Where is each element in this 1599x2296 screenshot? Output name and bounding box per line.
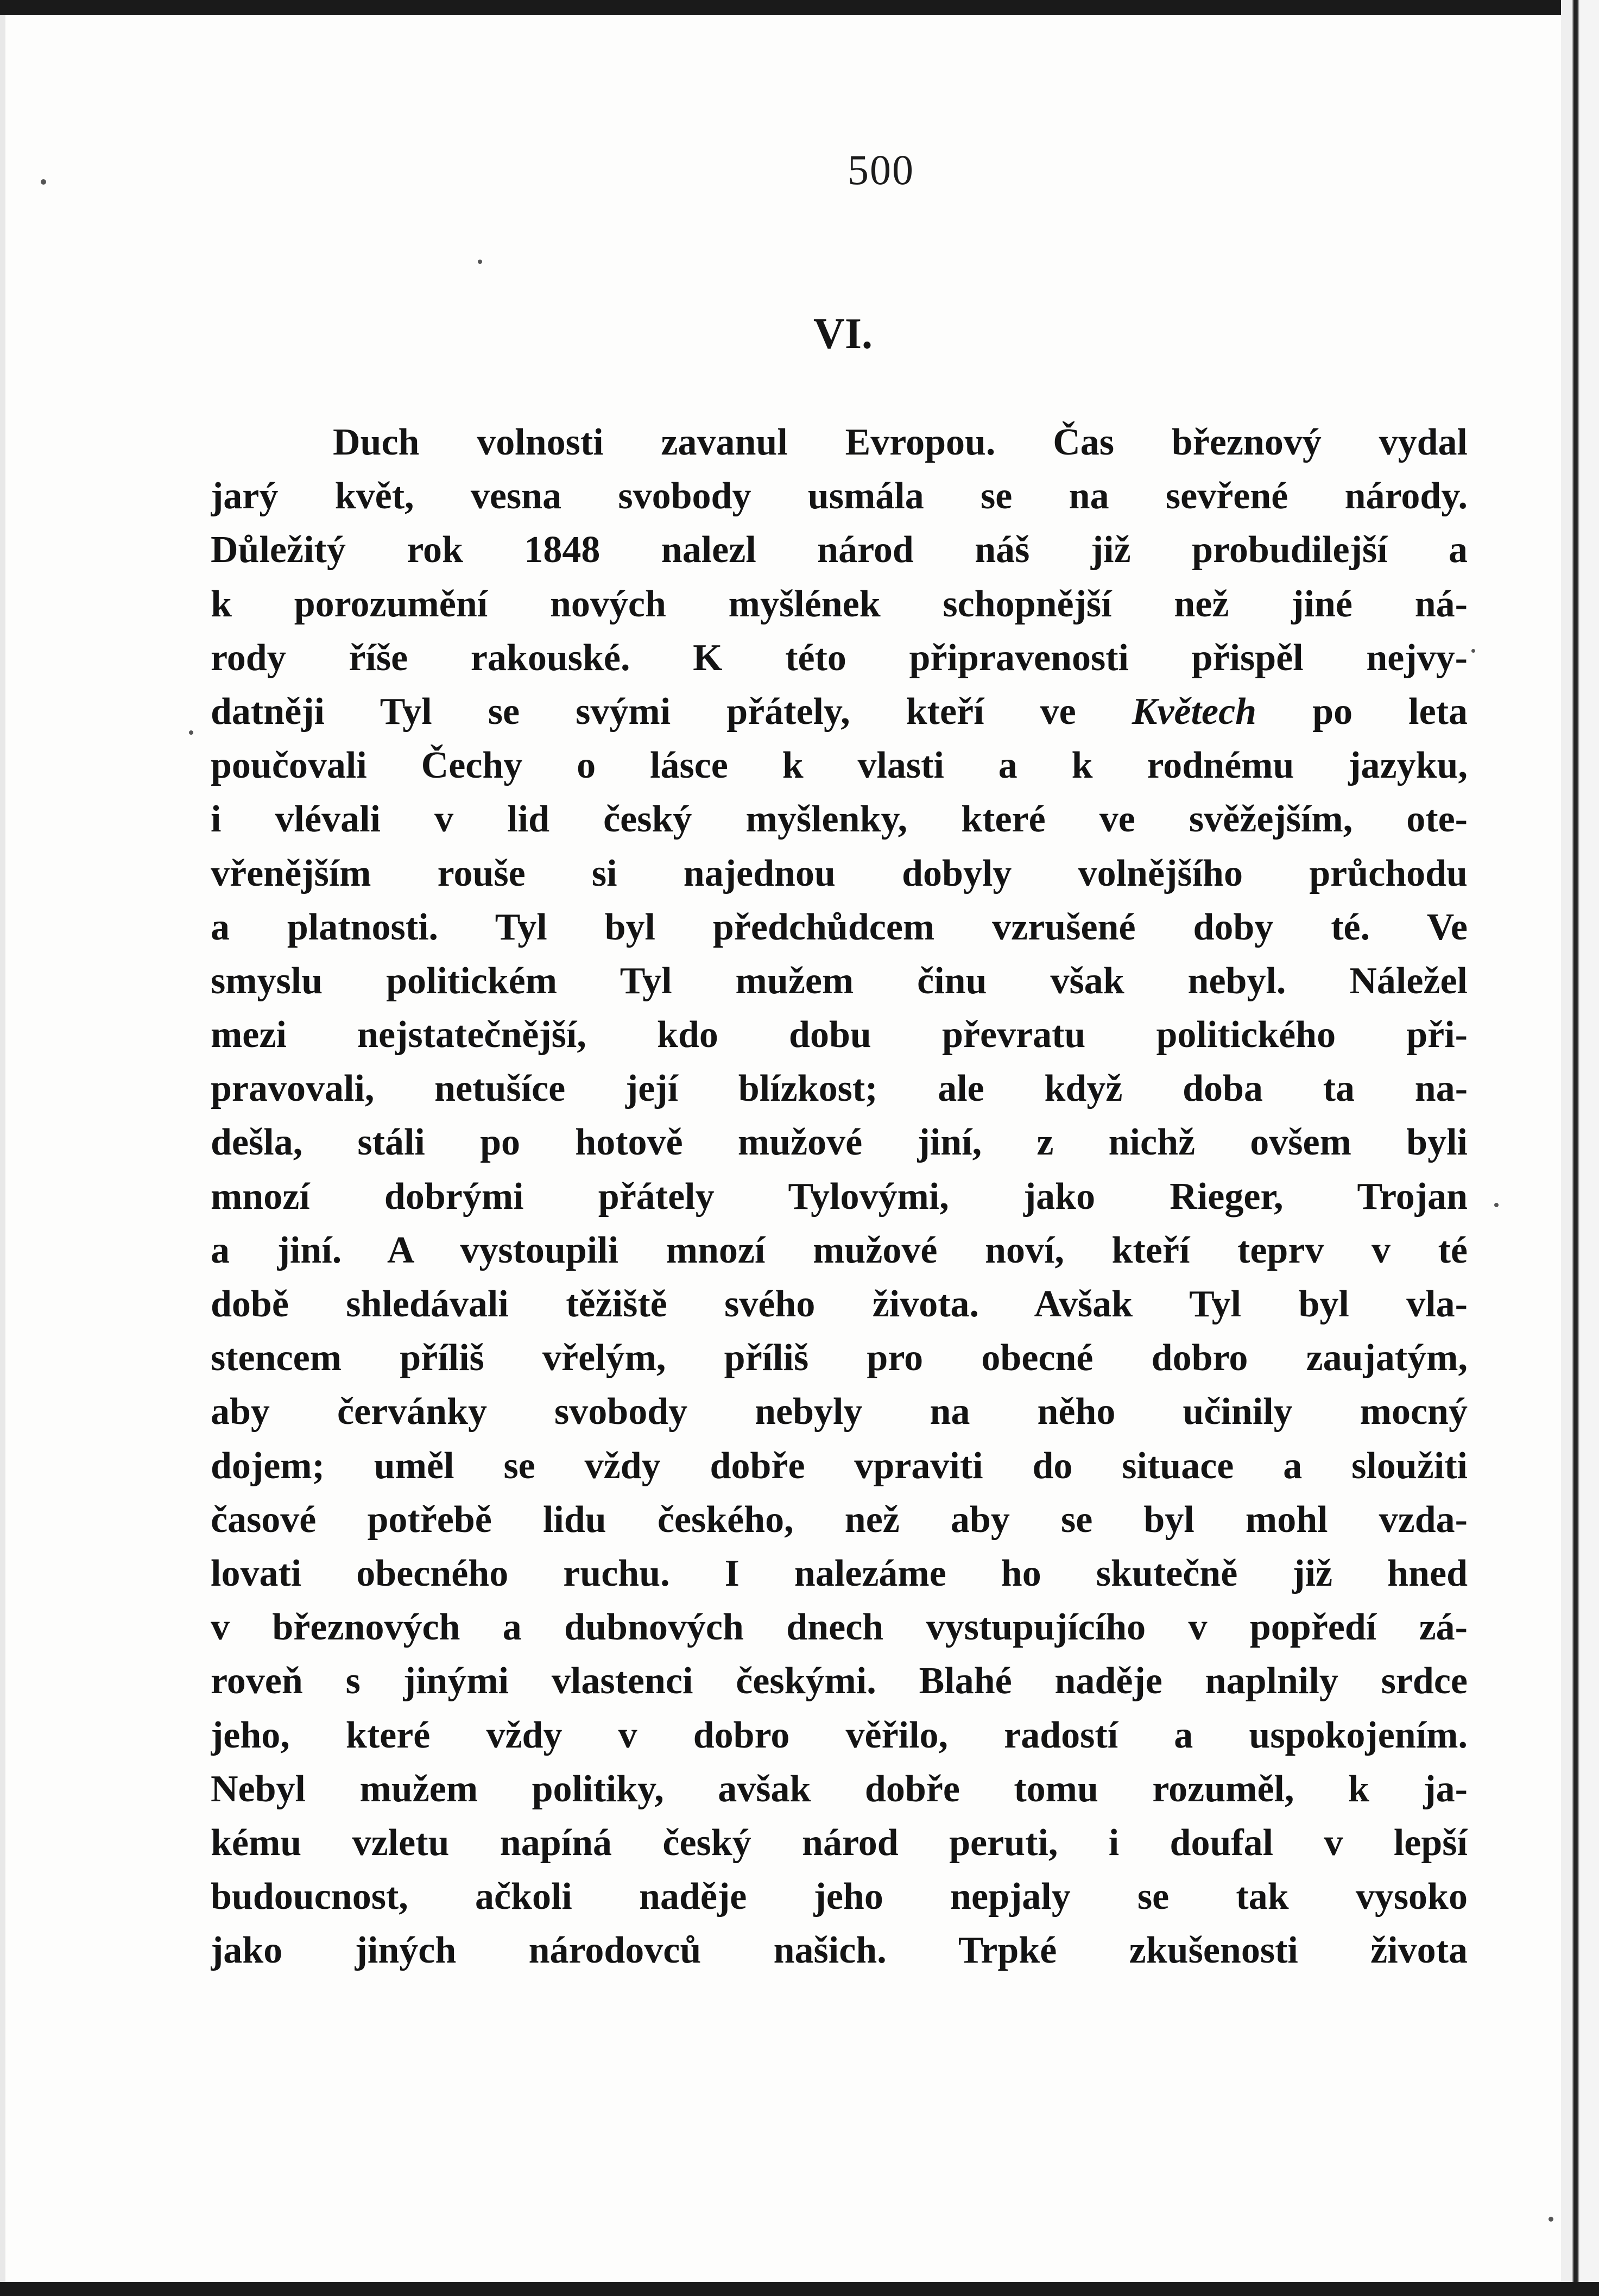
text-line: roveň s jinými vlastenci českými. Blahé naděje naplnily srdce [211, 1660, 1468, 1702]
text-line: dojem; uměl se vždy dobře vpraviti do situace a sloužiti [211, 1445, 1468, 1487]
text-line: stencem příliš vřelým, příliš pro obecné dobro zaujatým, [211, 1337, 1468, 1379]
text-line: rody říše rakouské. K této připravenosti přispěl nejvy- [211, 636, 1468, 679]
text-line: budoucnost, ačkoli naděje jeho nepjaly se tak vysoko [211, 1876, 1468, 1918]
text-line: mezi nejstatečnější, kdo dobu převratu politického při- [211, 1014, 1468, 1056]
text-line: Důležitý rok 1848 nalezl národ náš již probudilejší a [211, 529, 1468, 571]
text-line: jarý květ, vesna svobody usmála se na sevřené národy. [211, 475, 1468, 518]
text-line: datněji Tyl se svými přátely, kteří ve Květech po leta [211, 690, 1468, 733]
scan-speck [1494, 1203, 1499, 1207]
text-line: lovati obecného ruchu. I nalezáme ho skutečně již hned [211, 1552, 1468, 1594]
text-line: kému vzletu napíná český národ peruti, i doufal v lepší [211, 1821, 1468, 1864]
scan-speck [1549, 2217, 1553, 2222]
section-heading: VI. [813, 310, 873, 358]
text-line: mnozí dobrými přátely Tylovými, jako Rieger, Trojan [211, 1175, 1468, 1218]
text-line: a jiní. A vystoupili mnozí mužové noví, kteří teprv v té [211, 1229, 1468, 1271]
body-paragraph [211, 415, 1468, 1977]
text-line: jeho, které vždy v dobro věřilo, radostí a uspokojením. [211, 1714, 1468, 1756]
scan-edge-bottom [0, 2282, 1599, 2296]
scan-speck [189, 730, 193, 735]
text-line: vřenějším rouše si najednou dobyly volnějšího průchodu [211, 852, 1468, 894]
text-line: smyslu politickém Tyl mužem činu však nebyl. Náležel [211, 960, 1468, 1002]
text-line: v březnových a dubnových dnech vystupujícího v popředí zá- [211, 1606, 1468, 1649]
text-line: pravovali, netušíce její blízkost; ale když doba ta na- [211, 1068, 1468, 1110]
italic-phrase: Květech [1132, 690, 1257, 733]
text-line: Nebyl mužem politiky, avšak dobře tomu rozuměl, k ja- [211, 1768, 1468, 1810]
scan-speck [41, 179, 46, 185]
text-line: dešla, stáli po hotově mužové jiní, z nichž ovšem byli [211, 1121, 1468, 1164]
scan-speck [1471, 649, 1475, 653]
scan-edge-top [0, 0, 1599, 15]
text-line: poučovali Čechy o lásce k vlasti a k rodnému jazyku, [211, 745, 1468, 787]
text-line: aby červánky svobody nebyly na něho učinily mocný [211, 1391, 1468, 1433]
scan-speck [478, 260, 482, 264]
text-line: časové potřebě lidu českého, než aby se byl mohl vzda- [211, 1498, 1468, 1541]
page-number: 500 [848, 146, 914, 193]
text-line: jako jiných národovců našich. Trpké zkušenosti života [211, 1929, 1468, 1972]
text-line: a platnosti. Tyl byl předchůdcem vzrušené doby té. Ve [211, 906, 1468, 948]
text-line: i vlévali v lid český myšlenky, které ve svěžejším, ote- [211, 798, 1468, 841]
text-line: Duch volnosti zavanul Evropou. Čas březnový vydal [333, 421, 1468, 463]
text-line: době shledávali těžiště svého života. Avšak Tyl byl vla- [211, 1283, 1468, 1325]
scan-edge-left [0, 0, 5, 2296]
text-line: k porozumění nových myšlének schopnější než jiné ná- [211, 583, 1468, 625]
